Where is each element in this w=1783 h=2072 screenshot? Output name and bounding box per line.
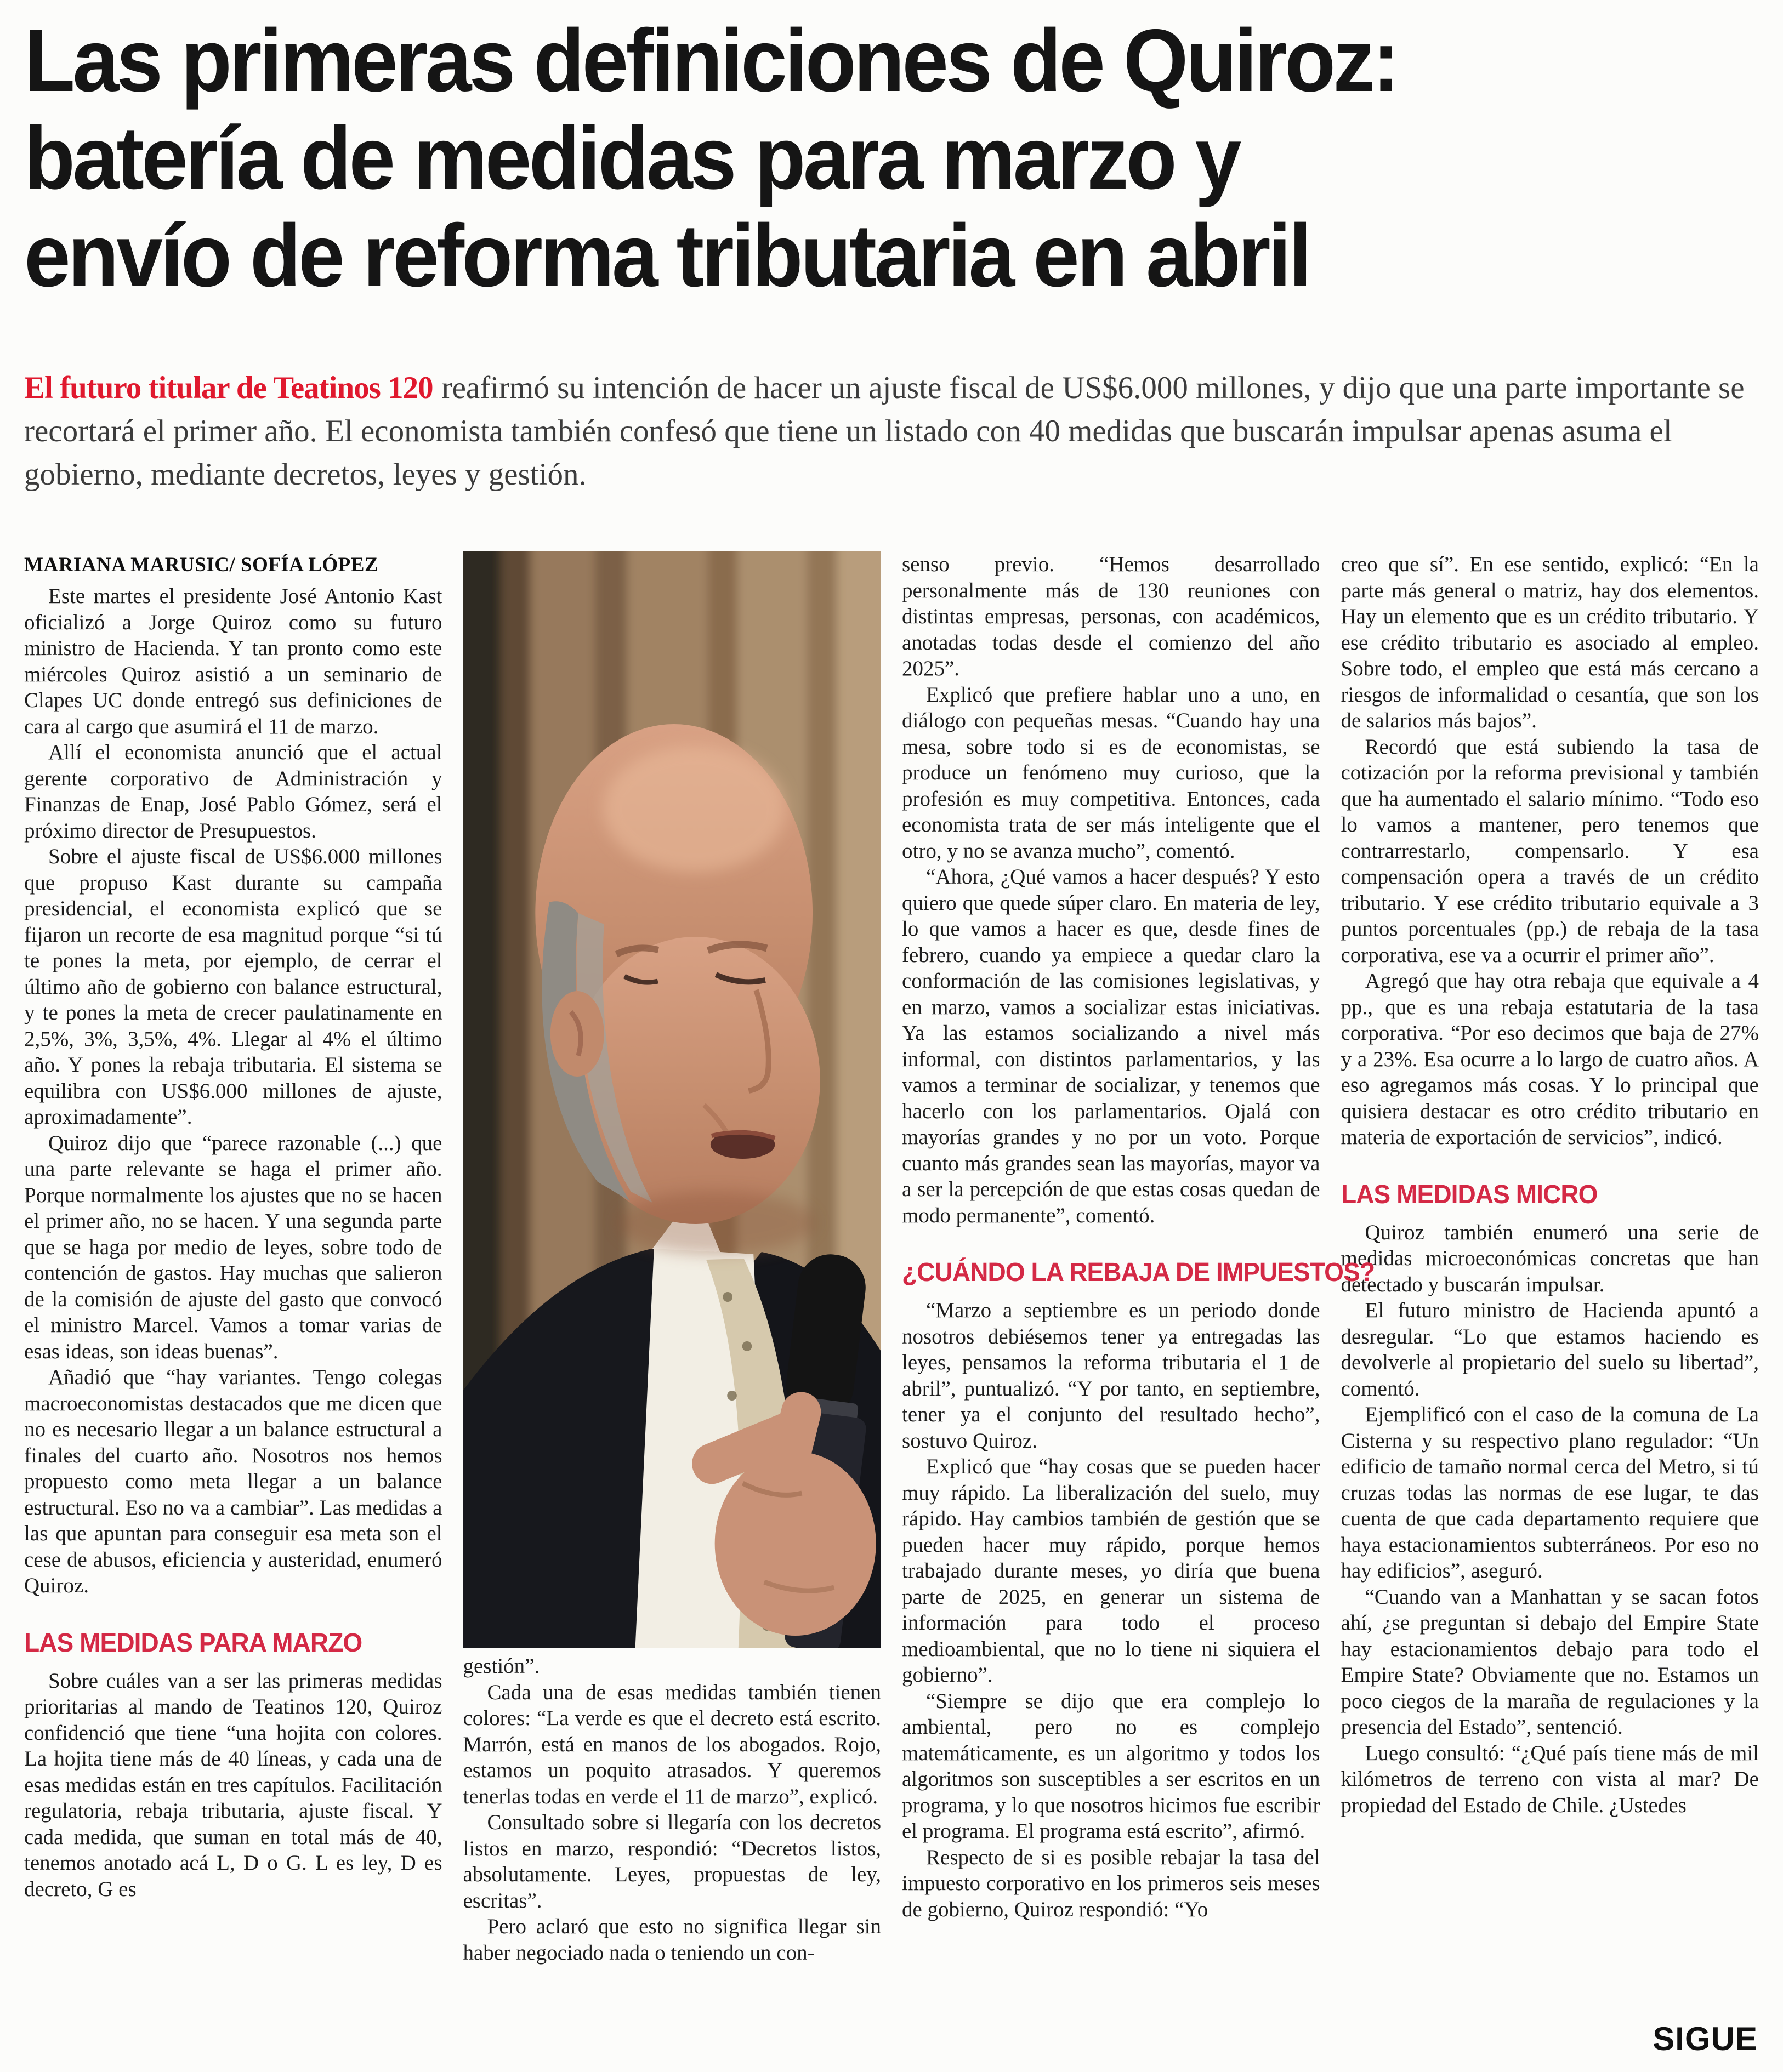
body-paragraph: Cada una de esas medidas también tienen colores: “La verde es que el decreto está escrito. Marrón, está en manos de los abogados. Rojo, estamos un poquito atrasados. Y queremos tenerlas todas en verde el 11 de marzo”, explicó. [463,1680,881,1808]
body-paragraph: Allí el economista anunció que el actual gerente corporativo de Administración y Finanzas de Enap, José Pablo Gómez, será el próximo director de Presupuestos. [24,741,442,843]
lede-kicker: El futuro titular de Teatinos 120 [24,371,433,405]
article-lede [24,366,1762,496]
body-paragraph: gestión”. [463,1654,540,1678]
body-paragraph: Pero aclaró que esto no significa llegar sin haber negociado nada o teniendo un con- [463,1915,881,1965]
body-paragraph: Añadió que “hay variantes. Tengo colegas macroeconomistas destacados que me dicen que no es necesario llegar a un balance estructural a finales del cuarto año. Nosotros nos hemos propuesto como meta llegar a un balance estructural. Eso no va a cambiar”. Las medidas a las que apuntan para conseguir esa meta son el cese de abusos, eficiencia y austeridad, enumeró Quiroz. [24,1365,442,1597]
article-photo [463,551,882,1648]
section-subhead-rebaja-impuestos: ¿CUÁNDO LA REBAJA DE IMPUESTOS? [902,1258,1375,1287]
article-headline [24,12,1759,305]
body-paragraph: “Marzo a septiembre es un periodo donde nosotros debiésemos tener ya entregadas las leyes, pensamos la reforma tributaria el 1 de abril”, puntualizó. “Y por tanto, en septiembre, tener ya el conjunto del resultado hecho”, sostuvo Quiroz. [902,1299,1320,1453]
body-paragraph: Agregó que hay otra rebaja que equivale a 4 pp., que es una rebaja estatutaria de la tasa corporativa. “Por eso decimos que baja de 27% y a 23%. Esa ocurre a lo largo de cuatro años. A eso agregamos más cosas. Y lo principal que quisiera destacar es otro crédito tributario en materia de exportación de servicios”, indicó. [1341,969,1759,1149]
body-paragraph: Quiroz también enumeró una serie de medidas microeconómicas concretas que han detectado y buscarán impulsar. [1341,1220,1759,1296]
body-paragraph: Explicó que prefiere hablar uno a uno, en diálogo con pequeñas mesas. “Cuando hay una mesa, sobre todo si es de economistas, se produce un fenómeno muy curioso, que la profesión es muy competitiva. Entonces, cada economista trata de ser más inteligente que el otro, y no se avanza mucho”, comentó. [902,682,1320,863]
headline-line: Las primeras definiciones de Quiroz: [24,11,1398,110]
body-paragraph: Este martes el presidente José Antonio Kast oficializó a Jorge Quiroz como su futuro ministro de Hacienda. Y tan pronto como este miércoles Quiroz asistió a un seminario de Clapes UC donde entregó sus definiciones de cara al cargo que asumirá el 11 de marzo. [24,584,442,738]
body-paragraph: “Cuando van a Manhattan y se sacan fotos ahí, ¿se preguntan si debajo del Empire State hay estacionamientos debajo para todo el Empire State? Obviamente que no. Estamos un poco ciegos de la maraña de regulaciones y la presencia del Estado”, sentenció. [1341,1585,1759,1739]
body-paragraph: Explicó que “hay cosas que se pueden hacer muy rápido. La liberalización del suelo, muy rápido. Hay cambios también de gestión que se pueden hacer muy rápido, porque hemos trabajado durante meses, yo diría que buena parte de 2025, en generar un sistema de información para todo el proceso medioambiental, que no lo tiene ni siquiera el gobierno”. [902,1455,1320,1687]
body-paragraph: Respecto de si es posible rebajar la tasa del impuesto corporativo en los primeros seis meses de gobierno, Quiroz respondió: “Yo [902,1845,1320,1921]
body-paragraph: senso previo. “Hemos desarrollado personalmente más de 130 reuniones con distintas empresas, personas, con académicos, anotadas todas desde el comienzo del año 2025”. [902,553,1320,680]
body-paragraph: Sobre cuáles van a ser las primeras medidas prioritarias al mando de Teatinos 120, Quiroz confidenció que tiene “una hojita con colores. La hojita tiene más de 40 líneas, y cada una de esas medidas están en tres capítulos. Facilitación regulatoria, rebaja tributaria, ajuste fiscal. Y cada medida, que suman en total más de 40, tenemos anotado acá L, D o G. L es ley, D es decreto, G es [24,1669,442,1901]
body-paragraph: Sobre el ajuste fiscal de US$6.000 millones que propuso Kast durante su campaña presidencial, el economista explicó que se fijaron un recorte de esa magnitud porque “si tú te pones la meta, por ejemplo, de cerrar el último año de gobierno con balance estructural, y te pones la meta de crecer paulatinamente en 2,5%, 3%, 3,5%, 4%. Llegar al 4% el último año. Y pones la rebaja tributaria. El sistema se equilibra con US$6.000 millones de ajuste, aproximadamente”. [24,845,442,1129]
section-subhead-medidas-micro: LAS MEDIDAS MICRO [1341,1180,1598,1209]
column-3 [902,551,1375,2058]
column-2 [463,551,882,2058]
headline-line: batería de medidas para marzo y [24,109,1239,208]
lede-text: reafirmó su intención de hacer un ajuste fiscal de US$6.000 millones, y dijo que una parte importante se recortará el primer año. El economista también confesó que tiene un listado con 40 medidas que buscarán impulsar apenas asuma el gobierno, mediante decretos, leyes y gestión. [24,371,1745,492]
column-1 [24,551,442,2058]
body-paragraph: “Siempre se dijo que era complejo lo ambiental, pero no es complejo matemáticamente, es un algoritmo y todos los algoritmos son susceptibles a ser escritos en un programa, y lo que nosotros hicimos fue escribir el programa. El programa está escrito”, afirmó. [902,1689,1320,1843]
body-paragraph: creo que sí”. En ese sentido, explicó: “En la parte más general o matriz, hay dos elementos. Hay un elemento que es un crédito tributario. Y ese crédito tributario es asociado al empleo. Sobre todo, el empleo que está más cercano a riesgos de informalidad o cesantía, que son los de salarios más bajos”. [1341,553,1759,732]
continue-tag: SIGUE [1653,2020,1758,2057]
article-body [24,551,1759,2058]
column-4 [1341,551,1759,2058]
photo-illustration [463,551,882,1648]
section-subhead-medidas-marzo: LAS MEDIDAS PARA MARZO [24,1628,362,1658]
body-paragraph: Recordó que está subiendo la tasa de cotización por la reforma previsional y también que ha aumentado el salario mínimo. “Todo eso lo vamos a mantener, pero tenemos que contrarrestarlo, compensarlo. Y esa compensación opera a través de un crédito tributario. Y ese crédito tributario equivale a 3 puntos porcentuales (pp.) de rebaja de la tasa corporativa, ese va a ocurrir el primer año”. [1341,735,1759,967]
byline: MARIANA MARUSIC/ SOFÍA LÓPEZ [24,554,379,576]
body-paragraph: “Ahora, ¿Qué vamos a hacer después? Y esto quiero que quede súper claro. En materia de ley, lo que vamos a hacer es que, desde fines de febrero, cuando ya empiece a quedar claro la conformación de las comisiones legislativas, y en marzo, vamos a socializar estas iniciativas. Ya las estamos socializando a nivel más informal, con distintos parlamentarios, y las vamos a terminar de socializar, y tenemos que hacerlo con los parlamentarios. Ojalá con mayorías grandes y no por un voto. Porque cuanto más grandes sean las mayorías, mayor va a ser la percepción de que estas cosas quedan de modo permanente”, comentó. [902,865,1320,1227]
body-paragraph: Consultado sobre si llegaría con los decretos listos en marzo, respondió: “Decretos listos, absolutamente. Leyes, propuestas de ley, escritas”. [463,1811,881,1912]
body-paragraph: Quiroz dijo que “parece razonable (...) que una parte relevante se haga el primer año. Porque normalmente los ajustes que no se hacen el primer año, no se hacen. Y una segunda parte que se haga por medio de leyes, sobre todo de contención de gastos. Hay muchas que salieron de la comisión de ajuste del gasto que convocó el ministro Marcel. Vamos a tomar varias de esas ideas, son ideas buenas”. [24,1131,442,1363]
body-paragraph: El futuro ministro de Hacienda apuntó a desregular. “Lo que estamos haciendo es devolverle al propietario del suelo su libertad”, comentó. [1341,1299,1759,1401]
headline-line: envío de reforma tributaria en abril [24,206,1310,305]
body-paragraph: Luego consultó: “¿Qué país tiene más de mil kilómetros de terreno con vista al mar? De propiedad del Estado de Chile. ¿Ustedes [1341,1741,1759,1817]
body-paragraph: Ejemplificó con el caso de la comuna de La Cisterna y su respectivo plano regulador: “Un edificio de tamaño normal cerca del Metro, si tú cruzas todas las normas de ese lugar, te das cuenta de que cada departamento requiere que haya estacionamientos subterráneos. Por eso no hay edificios”, aseguró. [1341,1403,1759,1583]
